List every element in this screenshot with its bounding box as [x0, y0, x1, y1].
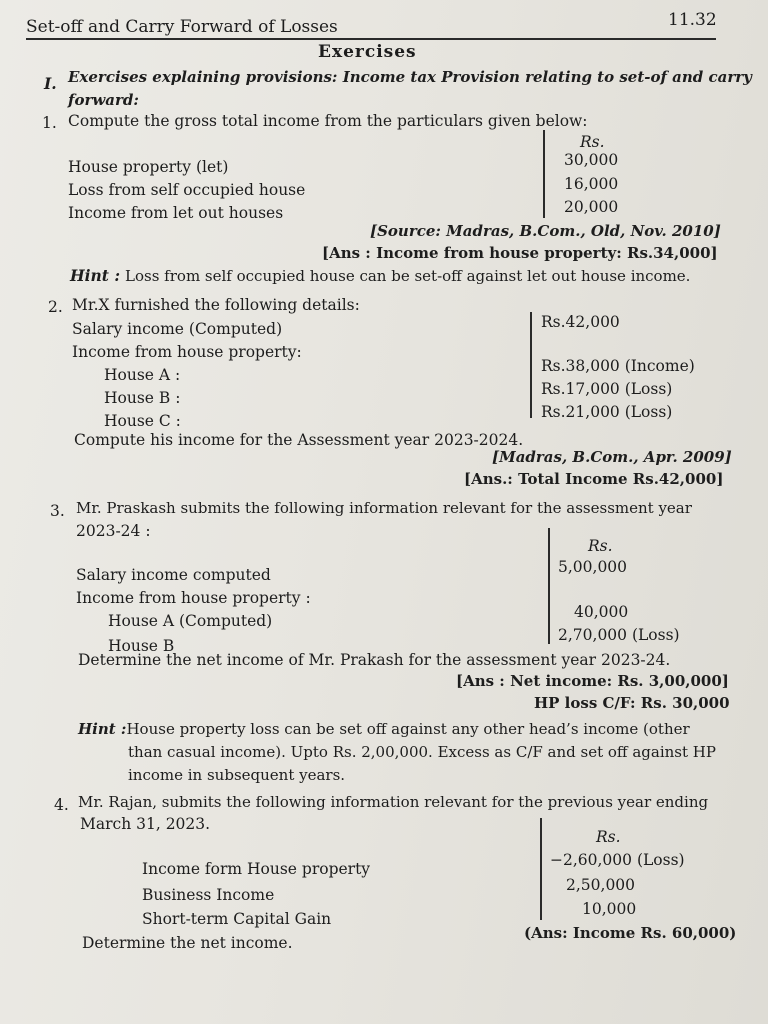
q4-text-line2: March 31, 2023.	[80, 815, 211, 833]
q3-hint-line1	[78, 720, 690, 738]
q2-house-value: Rs.38,000 (Income)	[541, 357, 695, 375]
q3-hint-line3: income in subsequent years.	[128, 766, 346, 784]
q2-house-label: House A :	[104, 366, 181, 384]
q3-answer-line1: [Ans : Net income: Rs. 3,00,000]	[456, 672, 729, 690]
q4-item-value: 10,000	[582, 900, 637, 918]
q3-hp-label: Income from house property :	[76, 589, 311, 607]
q3-house-value: 40,000	[574, 603, 629, 621]
q3-hint-text: House property loss can be set off against any other head’s income (other	[126, 720, 690, 738]
q2-source: [Madras, B.Com., Apr. 2009]	[492, 448, 732, 466]
q3-text-line1: Mr. Praskash submits the following information relevant for the assessment year	[76, 499, 692, 517]
q4-answer: (Ans: Income Rs. 60,000)	[524, 924, 737, 942]
q2-salary-label: Salary income (Computed)	[72, 320, 283, 338]
q1-source: [Source: Madras, B.Com., Old, Nov. 2010]	[370, 222, 721, 240]
section-title: Exercises	[318, 42, 417, 62]
q4-determine: Determine the net income.	[82, 934, 293, 952]
q3-house-label: House A (Computed)	[108, 612, 273, 630]
header-rule	[26, 38, 716, 40]
q3-house-value: 2,70,000 (Loss)	[558, 626, 680, 644]
q2-compute: Compute his income for the Assessment year 2023-2024.	[74, 431, 524, 449]
q4-number: 4.	[54, 796, 69, 814]
q4-item-value: −2,60,000 (Loss)	[550, 851, 685, 869]
q3-answer-line2: HP loss C/F: Rs. 30,000	[534, 694, 730, 712]
q2-column-rule	[530, 312, 532, 418]
q3-determine: Determine the net income of Mr. Prakash for the assessment year 2023-24.	[78, 651, 671, 669]
q1-item-value: 16,000	[564, 175, 619, 193]
q2-house-value: Rs.17,000 (Loss)	[541, 380, 673, 398]
q4-item-value: 2,50,000	[566, 876, 636, 894]
q3-hint-label: Hint :	[78, 720, 127, 738]
q3-rs-header: Rs.	[588, 537, 613, 555]
q4-item-label: Business Income	[142, 886, 275, 904]
q1-hint	[70, 266, 690, 285]
q1-hint-label: Hint :	[70, 266, 121, 285]
q1-item-value: 20,000	[564, 198, 619, 216]
q1-item-label: House property (let)	[68, 158, 229, 176]
q1-item-label: Loss from self occupied house	[68, 181, 306, 199]
q3-salary-value: 5,00,000	[558, 558, 628, 576]
section-roman: I.	[44, 74, 57, 93]
section-heading-line1: Exercises explaining provisions: Income tax Provision relating to set-of and carry	[68, 68, 752, 86]
q1-answer: [Ans : Income from house property: Rs.34,000]	[322, 244, 718, 262]
running-header-title: Set-off and Carry Forward of Losses	[26, 17, 338, 37]
q1-rs-header: Rs.	[580, 133, 605, 151]
q3-column-rule	[548, 528, 550, 644]
q3-number: 3.	[50, 502, 65, 520]
q1-hint-text: Loss from self occupied house can be set-off against let out house income.	[125, 267, 691, 285]
q4-item-label: Short-term Capital Gain	[142, 910, 332, 928]
q2-answer: [Ans.: Total Income Rs.42,000]	[464, 470, 724, 488]
page-number: 11.32	[668, 10, 717, 30]
q1-item-label: Income from let out houses	[68, 204, 284, 222]
q2-text: Mr.X furnished the following details:	[72, 296, 360, 314]
q3-salary-label: Salary income computed	[76, 566, 271, 584]
q2-salary-value: Rs.42,000	[541, 313, 620, 331]
q3-hint-line2: than casual income). Upto Rs. 2,00,000. Excess as C/F and set off against HP	[128, 743, 716, 761]
q1-column-rule	[543, 130, 545, 218]
q1-item-value: 30,000	[564, 151, 619, 169]
q4-text-line1: Mr. Rajan, submits the following information relevant for the previous year ending	[78, 793, 709, 811]
q1-number: 1.	[42, 114, 57, 132]
q2-house-label: House C :	[104, 412, 181, 430]
section-heading-line2: forward:	[68, 91, 139, 109]
q1-text: Compute the gross total income from the particulars given below:	[68, 112, 588, 130]
q2-number: 2.	[48, 298, 63, 316]
q3-text-line2: 2023-24 :	[76, 522, 151, 540]
q3-house-label: House B	[108, 637, 175, 655]
q4-item-label: Income form House property	[142, 860, 371, 878]
q4-column-rule	[540, 818, 542, 920]
q2-house-label: House B :	[104, 389, 181, 407]
q4-rs-header: Rs.	[596, 828, 621, 846]
q2-house-value: Rs.21,000 (Loss)	[541, 403, 673, 421]
q2-hp-label: Income from house property:	[72, 343, 302, 361]
